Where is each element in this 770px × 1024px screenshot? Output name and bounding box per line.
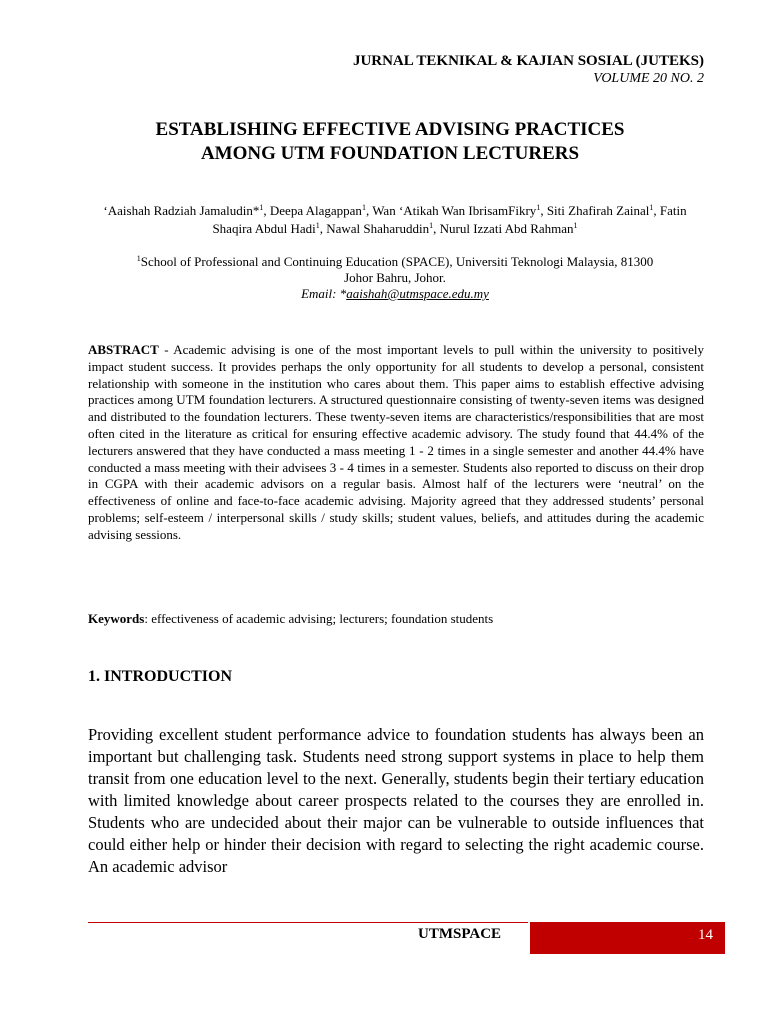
author: ‘Aaishah Radziah Jamaludin*$^1$, [103, 203, 270, 218]
author: Nawal Shaharuddin$^1$, [326, 221, 440, 236]
journal-header [353, 52, 704, 88]
affiliation-email: Email: *aaishah@utmspace.edu.my [301, 286, 489, 301]
paper-title [60, 118, 720, 166]
author: Deepa Alagappan$^1$, [269, 203, 373, 218]
introduction-text: Providing excellent student performance advice to foundation students has always been an important but challenging task. Students need strong support systems in place to help them transit from one education level to the next. Generally, students begin their tertiary education with limited knowledge about career prospects related to the courses they are enrolled in. Students who are undecided about their major can be vulnerable to outside influences that could either help or hinder their decision with regard to selecting the right academic course. An academic advisor [88, 725, 704, 876]
journal-name: JURNAL TEKNIKAL & KAJIAN SOSIAL (JUTEKS) [352, 53, 704, 69]
affiliation [88, 254, 702, 302]
footer-rule [88, 922, 528, 923]
author: Wan ‘Atikah Wan IbrisamFikry$^1$, [372, 203, 547, 218]
journal-volume: VOLUME 20 NO. 2 [593, 71, 704, 86]
section-heading: 1. INTRODUCTION [88, 668, 233, 685]
author: Nurul Izzati Abd Rahman$^1$ [439, 221, 578, 236]
footer-label: UTMSPACE [418, 926, 502, 942]
keywords-label: Keywords [88, 611, 145, 626]
title-line-2: AMONG UTM FOUNDATION LECTURERS [200, 143, 580, 164]
author: Siti Zhafirah Zainal$^1$, [546, 203, 660, 218]
affiliation-line-2: Johor Bahru, Johor. [344, 270, 446, 285]
affiliation-line-1: $^1$School of Professional and Continuing Education (SPACE), Universiti Teknologi Malaysia, 81300 [136, 254, 654, 269]
abstract [88, 342, 704, 544]
keywords [88, 611, 704, 627]
page-number: 14 [530, 922, 725, 954]
keywords-text: : effectiveness of academic advising; lecturers; foundation students [144, 611, 494, 626]
author: Fatin Shaqira Abdul Hadi$^1$, [212, 203, 687, 236]
abstract-label: ABSTRACT [88, 342, 159, 357]
author-list [88, 202, 702, 238]
email-link[interactable]: aaishah@utmspace.edu.my [346, 286, 489, 301]
abstract-text: - Academic advising is one of the most important levels to pull within the university to positively impact student success. It provides perhaps the only opportunity for all students to develop a personal, consistent relationship with someone in the institution who cares about them. This paper aims to establish effective advising practices among UTM foundation lecturers. A structured questionnaire consisting of twenty-seven items was designed and distributed to the foundation lecturers. These twenty-seven items are characteristics/responsibilities that are most often cited in the literature as critical for ensuring effective academic advisory. The study found that 44.4% of the lecturers answered that they have conducted a mass meeting 1 - 2 times in a single semester and another 44.4% have conducted a mass meeting with their advisees 3 - 4 times in a semester. Students also reported to discuss on their drop in CGPA with their academic advisors on a regular basis. Almost half of the lecturers were ‘neutral’ on the effectiveness of online and face-to-face academic advising. Majority agreed that they addressed students’ personal problems; self-esteem / interpersonal skills / study skills; student values, beliefs, and attitudes during the academic advising sessions. [88, 342, 704, 542]
title-line-1: ESTABLISHING EFFECTIVE ADVISING PRACTICES [155, 119, 625, 140]
